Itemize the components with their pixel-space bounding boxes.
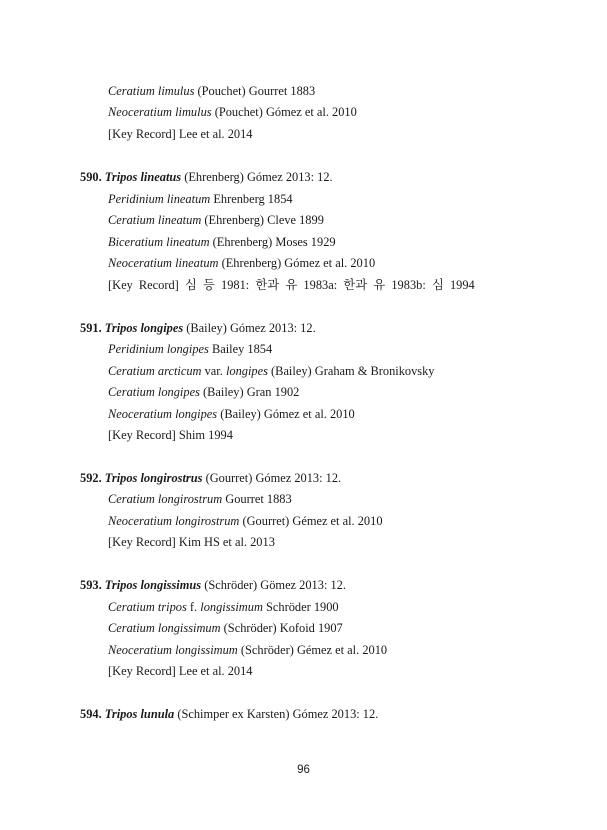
synonym-line: Peridinium lineatum Ehrenberg 1854 bbox=[108, 192, 293, 206]
synonym-line: Neoceratium lineatum (Ehrenberg) Gómez et al. 2010 bbox=[108, 256, 376, 270]
species-entry-heading: 590. Tripos lineatus (Ehrenberg) Gómez 2013: 12. bbox=[80, 170, 333, 184]
species-entry-heading: 594. Tripos lunula (Schimper ex Karsten) Gómez 2013: 12. bbox=[80, 707, 379, 721]
key-record-line: [Key Record] Shim 1994 bbox=[108, 428, 233, 442]
synonym-line: Ceratium lineatum (Ehrenberg) Cleve 1899 bbox=[108, 213, 324, 227]
species-entry-heading: 591. Tripos longipes (Bailey) Gómez 2013: 12. bbox=[80, 321, 316, 335]
synonym-line: Biceratium lineatum (Ehrenberg) Moses 1929 bbox=[108, 235, 336, 249]
synonym-line: Ceratium longirostrum Gourret 1883 bbox=[108, 492, 292, 506]
key-record-line: [Key Record] Lee et al. 2014 bbox=[108, 664, 253, 678]
species-entry-heading: 592. Tripos longirostrus (Gourret) Gómez 2013: 12. bbox=[80, 471, 342, 485]
synonym-line: Ceratium longipes (Bailey) Gran 1902 bbox=[108, 385, 300, 399]
species-entry-heading: 593. Tripos longissimus (Schröder) Gömez 2013: 12. bbox=[80, 578, 346, 592]
page-number: 96 bbox=[297, 764, 310, 776]
synonym-line: Ceratium limulus (Pouchet) Gourret 1883 bbox=[108, 84, 316, 98]
synonym-line: Ceratium longissimum (Schröder) Kofoid 1907 bbox=[108, 621, 343, 635]
key-record-line: [Key Record] Kim HS et al. 2013 bbox=[108, 535, 275, 549]
synonym-line: Ceratium arcticum var. longipes (Bailey) Graham & Bronikovsky bbox=[108, 364, 435, 378]
synonym-line: Neoceratium longissimum (Schröder) Gémez et al. 2010 bbox=[108, 643, 388, 657]
synonym-line: Neoceratium longipes (Bailey) Gómez et al. 2010 bbox=[108, 407, 355, 421]
key-record-line: [Key Record] 심 등 1981: 한과 유 1983a: 한과 유 1983b: 심 1994 bbox=[108, 278, 475, 292]
synonym-line: Neoceratium limulus (Pouchet) Gómez et al. 2010 bbox=[108, 105, 357, 119]
synonym-line: Neoceratium longirostrum (Gourret) Gémez et al. 2010 bbox=[108, 514, 383, 528]
key-record-line: [Key Record] Lee et al. 2014 bbox=[108, 127, 253, 141]
synonym-line: Peridinium longipes Bailey 1854 bbox=[108, 342, 273, 356]
synonym-line: Ceratium tripos f. longissimum Schröder 1900 bbox=[108, 600, 339, 614]
